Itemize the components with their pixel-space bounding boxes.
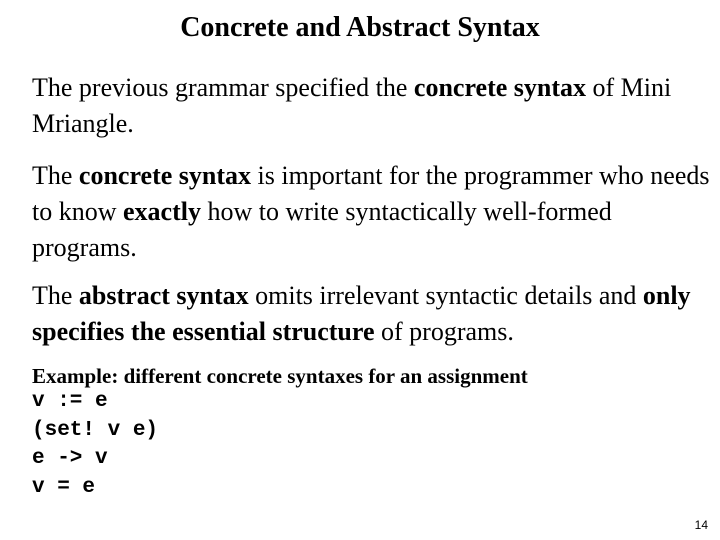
paragraph3-text-1: The [32, 281, 79, 310]
paragraph3-bold-2: only specifies the essential structure [32, 281, 691, 346]
example-heading: Example: different concrete syntaxes for an assignment [32, 364, 528, 388]
paragraph-concrete-syntax-importance [32, 158, 712, 266]
page-number: 14 [694, 518, 708, 532]
paragraph3-text-2: omits irrelevant syntactic details and [248, 281, 643, 310]
paragraph-concrete-syntax-intro [32, 70, 712, 142]
paragraph2-text-2: is important for the programmer who needs to know [32, 161, 710, 226]
paragraph1-bold-1: concrete syntax [413, 73, 587, 102]
paragraph2-text-3: how to write syntactically well-formed programs. [32, 197, 612, 262]
code-line: v = e [32, 475, 96, 499]
code-line: e -> v [32, 447, 108, 470]
paragraph2-bold-1: concrete syntax [78, 161, 252, 190]
paragraph3-text-3: of programs. [374, 317, 514, 346]
paragraph1-text-1: The previous grammar specified the [32, 73, 414, 102]
paragraph-abstract-syntax [32, 278, 712, 350]
paragraph2-text-1: The [32, 161, 79, 190]
example-code-list [32, 388, 158, 502]
paragraph1-text-2: of Mini Mriangle. [32, 73, 672, 138]
paragraph2-bold-2: exactly [123, 197, 201, 226]
slide-title: Concrete and Abstract Syntax [180, 12, 540, 43]
code-line: v := e [32, 390, 108, 413]
paragraph3-bold-1: abstract syntax [78, 281, 249, 310]
code-line: (set! v e) [32, 418, 159, 442]
